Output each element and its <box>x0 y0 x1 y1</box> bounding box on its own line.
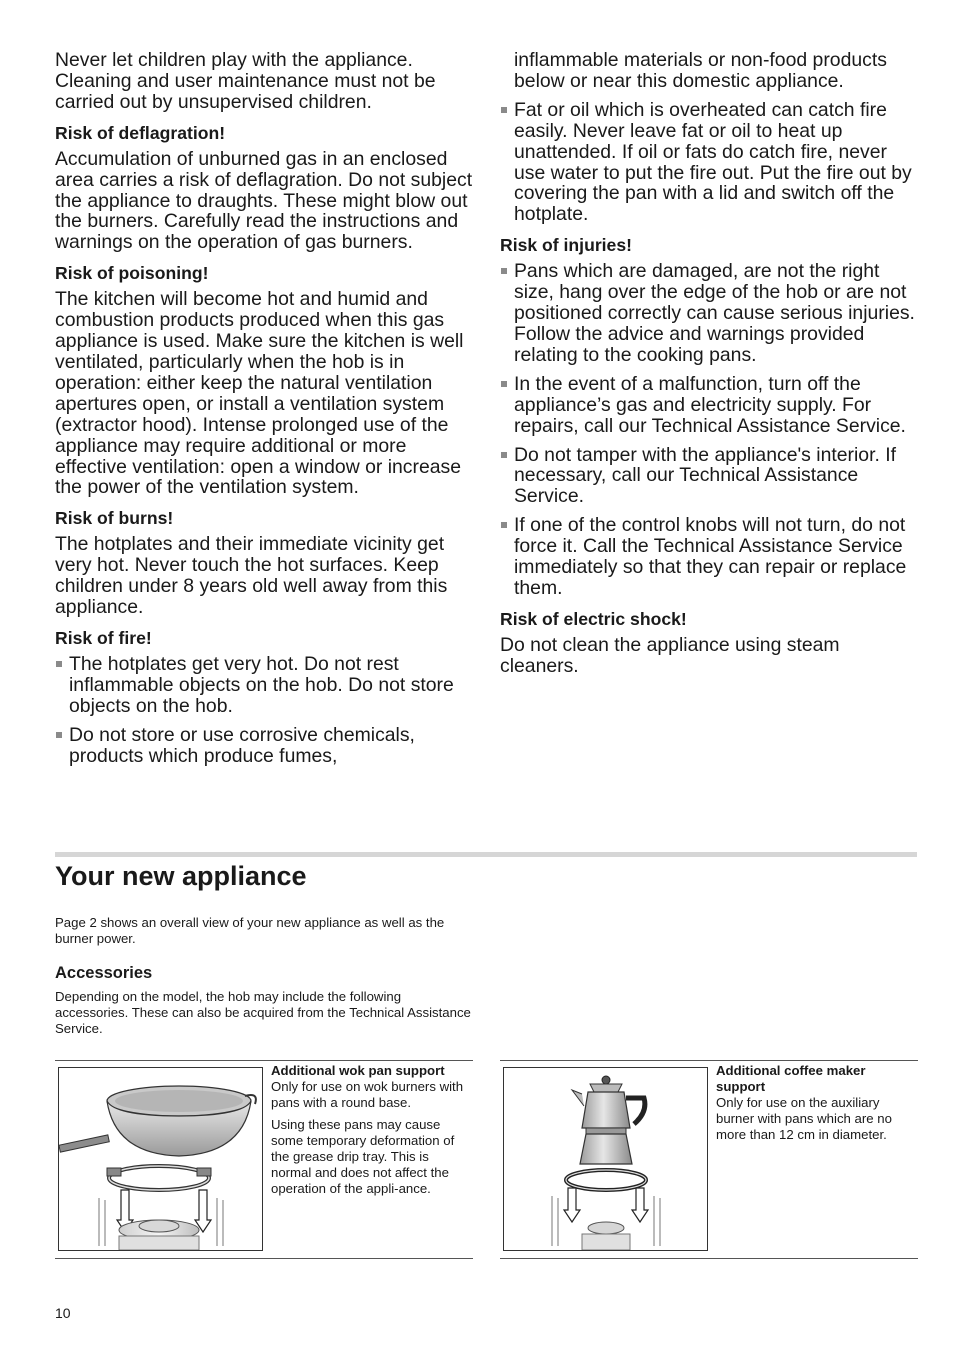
accessories-text: Depending on the model, the hob may include the following accessories. These can also be acquired from the Technical Assistance Service. <box>55 989 471 1036</box>
injuries-list <box>500 261 918 599</box>
section-intro: Page 2 shows an overall view of your new appliance as well as the burner power. <box>55 915 445 946</box>
bullet-square-icon <box>501 452 507 458</box>
list-item-text: In the event of a malfunction, turn off the appliance’s gas and electricity supply. For repairs, call our Technical Assistance Service. <box>514 372 906 437</box>
bullet-square-icon <box>501 522 507 528</box>
wok-support-title: Additional wok pan support <box>271 1063 445 1078</box>
list-item <box>500 515 918 599</box>
bullet-square-icon <box>56 732 62 738</box>
burns-text: The hotplates and their immediate vicinity get very hot. Never touch the hot surfaces. Keep children under 8 years old well away from this appliance. <box>55 533 448 619</box>
list-item <box>500 100 918 225</box>
section-title: Your new appliance <box>55 861 307 891</box>
list-item <box>500 261 918 366</box>
injuries-heading: Risk of injuries! <box>500 235 632 256</box>
page-number: 10 <box>55 1305 71 1321</box>
deflagration-heading: Risk of deflagration! <box>55 122 226 143</box>
coffee-maker-icon <box>504 1068 707 1250</box>
wok-support-note: Using these pans may cause some temporary deformation of the grease drip tray. This is normal and does not affect the operation of the appli-ance. <box>271 1117 455 1196</box>
fire-item-continued: inflammable materials or non-food products below or near this domestic appliance. <box>514 49 887 92</box>
list-item-text: Do not store or use corrosive chemicals, products which produce fumes, <box>69 723 415 767</box>
coffee-support-illustration <box>503 1067 708 1251</box>
list-item-text: The hotplates get very hot. Do not rest inflammable objects on the hob. Do not store objects on the hob. <box>69 652 454 717</box>
fire-list-continued <box>500 100 918 225</box>
fire-list <box>55 654 473 767</box>
poisoning-text: The kitchen will become hot and humid and combustion products produced when this gas appliance is used. Make sure the kitchen is well ventilated, particularly when the hob is in operation: either keep the natural ventilation apertures open, or install a ventilation system (extractor hood). Intense prolonged use of the appliance may require additional or more effective ventilation: open a window or increase the power of the ventilation system. <box>55 288 464 499</box>
list-item-text: Pans which are damaged, are not the right size, hang over the edge of the hob or are not positioned correctly can cause serious injuries. Follow the advice and warnings provided relating to the cooking pans. <box>514 260 915 366</box>
electric-shock-heading: Risk of electric shock! <box>500 608 687 629</box>
wok-support-text <box>271 1063 471 1203</box>
right-column <box>500 50 918 685</box>
fire-heading: Risk of fire! <box>55 627 152 648</box>
coffee-support-text <box>716 1063 916 1149</box>
bullet-square-icon <box>56 661 62 667</box>
coffee-support-title: Additional coffee maker support <box>716 1063 866 1094</box>
bullet-square-icon <box>501 268 507 274</box>
list-item-text: Fat or oil which is overheated can catch fire easily. Never leave fat or oil to heat up unattended. If oil or fats do catch fire, never use water to put the fire out. Put the fire out by covering the pan with a lid and switch off the hotplate. <box>514 98 912 226</box>
wok-support-illustration <box>58 1067 263 1251</box>
wok-support-usage: Only for use on wok burners with pans with a round base. <box>271 1079 464 1110</box>
deflagration-text: Accumulation of unburned gas in an enclosed area carries a risk of deflagration. Do not subject the appliance to draughts. These might blow out the burners. Carefully read the instructions and warnings on the operation of gas burners. <box>55 147 473 254</box>
section-divider <box>55 852 917 857</box>
electric-shock-text: Do not clean the appliance using steam cleaners. <box>500 633 840 677</box>
list-item-text: Do not tamper with the appliance's interior. If necessary, call our Technical Assistance Service. <box>514 443 897 508</box>
bullet-square-icon <box>501 381 507 387</box>
wok-pan-icon <box>59 1068 262 1250</box>
list-item <box>55 654 473 717</box>
coffee-support-usage: Only for use on the auxiliary burner with pans which are no more than 12 cm in diameter. <box>716 1095 892 1142</box>
coffee-support-card <box>500 1060 918 1259</box>
children-warning: Never let children play with the appliance. Cleaning and user maintenance must not be carried out by unsupervised children. <box>55 49 436 113</box>
wok-support-card <box>55 1060 473 1259</box>
burns-heading: Risk of burns! <box>55 508 174 529</box>
accessories-heading: Accessories <box>55 964 153 982</box>
bullet-square-icon <box>501 107 507 113</box>
list-item <box>500 374 918 437</box>
left-column <box>55 50 473 774</box>
poisoning-heading: Risk of poisoning! <box>55 263 209 284</box>
list-item <box>500 445 918 508</box>
list-item-text: If one of the control knobs will not turn, do not force it. Call the Technical Assistance Service immediately so that they can repair or replace them. <box>514 514 907 599</box>
list-item <box>55 725 473 767</box>
